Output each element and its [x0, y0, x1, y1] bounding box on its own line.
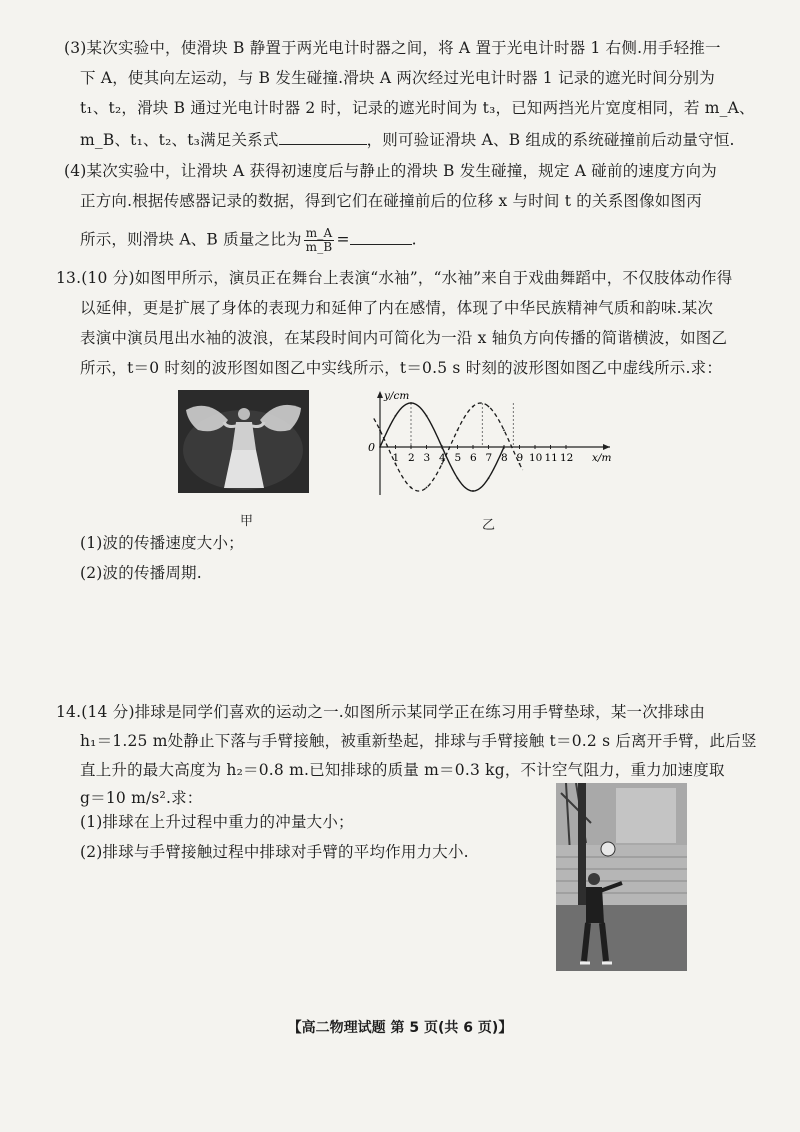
- caption-jia: 甲: [240, 514, 254, 529]
- x-tick-label: 8: [501, 452, 508, 464]
- y-axis-label: y/cm: [384, 390, 410, 402]
- x-axis-label: x/m: [592, 452, 612, 464]
- fraction-denominator: m_B: [305, 240, 333, 254]
- q12-part3-line1: (3)某次实验中，使滑块 B 静置于两光电计时器之间，将 A 置于光电计时器 1 右侧.用手轻推一: [64, 39, 721, 57]
- q14-sub1: (1)排球在上升过程中重力的冲量大小；: [80, 813, 354, 831]
- mass-ratio-fraction: [304, 227, 335, 254]
- fraction-numerator: m_A: [304, 227, 335, 241]
- period-mark: .: [411, 230, 417, 249]
- x-tick-label: 5: [454, 452, 462, 464]
- x-tick-label: 6: [470, 452, 477, 464]
- x-tick-label: 11: [544, 452, 558, 464]
- origin-label: 0: [368, 441, 375, 454]
- dashed-wave-point: [488, 406, 490, 408]
- solid-wave-point: [441, 446, 443, 448]
- q13-sub2: (2)波的传播周期.: [80, 564, 202, 582]
- dashed-wave-point: [379, 429, 381, 431]
- volleyball-illustration: [556, 783, 687, 971]
- x-tick-label: 2: [408, 452, 415, 464]
- q12-part3-text-a: m_B、t₁、t₂、t₃满足关系式: [80, 131, 279, 149]
- answer-blank-2[interactable]: [350, 230, 412, 245]
- graph-labels: [368, 390, 611, 464]
- solid-wave-point: [457, 477, 459, 479]
- equals-sign: =: [336, 230, 350, 249]
- q12-part3-line2: 下 A，使其向左运动，与 B 发生碰撞.滑块 A 两次经过光电计时器 1 记录的遮光时间分别为: [80, 69, 715, 87]
- q14-line2: h₁＝1.25 m处静止下落与手臂接触，被重新垫起，排球与手臂接触 t＝0.2 s 后离开手臂，此后竖: [80, 732, 757, 750]
- x-axis-arrow: [603, 444, 610, 450]
- dashed-wave-point: [472, 406, 474, 408]
- volleyball-photo: [556, 783, 687, 971]
- q13-line1: 13.(10 分)如图甲所示，演员正在舞台上表演“水袖”，“水袖”来自于戏曲舞蹈中，不仅肢体动作得: [56, 269, 733, 287]
- solid-wave-point: [472, 490, 474, 492]
- q12-part4-line2: 正方向.根据传感器记录的数据，得到它们在碰撞前后的位移 x 与时间 t 的关系图像如图丙: [80, 192, 702, 210]
- solid-wave-point: [379, 446, 381, 448]
- q12-part4-line3: [80, 227, 770, 254]
- q12-part3-line4: [80, 130, 770, 150]
- solid-wave-point: [488, 477, 490, 479]
- q13-sub1: (1)波的传播速度大小；: [80, 534, 244, 552]
- q14-line1: 14.(14 分)排球是同学们喜欢的运动之一.如图所示某同学正在练习用手臂垫球，某一次排球由: [56, 703, 706, 721]
- q12-part4-text-a: 所示，则滑块 A、B 质量之比为: [80, 230, 302, 249]
- graph-axes: [377, 391, 610, 495]
- x-tick-label: 4: [439, 452, 446, 464]
- q13-line4: 所示，t＝0 时刻的波形图如图乙中实线所示，t＝0.5 s 时刻的波形图如图乙中虚线所示.求：: [80, 359, 723, 377]
- dancer-illustration: [178, 390, 309, 493]
- dashed-wave-point: [410, 487, 412, 489]
- caption-yi: 乙: [482, 518, 496, 533]
- page-footer: 【高二物理试题 第 5 页(共 6 页)】: [287, 1020, 513, 1036]
- dashed-wave-point: [426, 487, 428, 489]
- x-tick-label: 1: [392, 452, 400, 464]
- x-tick-label: 9: [516, 452, 524, 464]
- solid-wave-point: [410, 402, 412, 404]
- x-tick-label: 10: [529, 452, 543, 464]
- solid-wave-point: [426, 415, 428, 417]
- dashed-wave-point: [457, 429, 459, 431]
- wave-graph: [360, 385, 620, 500]
- q12-part3-text-b: ，则可验证滑块 A、B 组成的系统碰撞前后动量守恒.: [366, 131, 735, 149]
- x-tick-label: 3: [423, 452, 431, 464]
- q13-line3: 表演中演员甩出水袖的波浪，在某段时间内可简化为一沿 x 轴负方向传播的简谐横波，如图乙: [80, 329, 728, 347]
- dashed-wave-point: [503, 429, 505, 431]
- solid-wave-point: [503, 446, 505, 448]
- q12-part3-line3: t₁、t₂，滑块 B 通过光电计时器 2 时，记录的遮光时间为 t₃，已知两挡光片宽度相同，若 m_A、: [80, 99, 755, 117]
- dancer-photo: [178, 390, 309, 493]
- q14-sub2: (2)排球与手臂接触过程中排球对手臂的平均作用力大小.: [80, 843, 469, 861]
- graph-guides: [411, 403, 513, 447]
- solid-wave-point: [395, 415, 397, 417]
- answer-blank-1[interactable]: [279, 130, 367, 145]
- q14-line3: 直上升的最大高度为 h₂＝0.8 m.已知排球的质量 m＝0.3 kg，不计空气阻力，重力加速度取: [80, 761, 725, 779]
- y-axis-arrow: [377, 391, 383, 398]
- q13-line2: 以延伸，更是扩展了身体的表现力和延伸了内在感情，体现了中华民族精神气质和韵味.某次: [80, 299, 714, 317]
- q12-part4-line1: (4)某次实验中，让滑块 A 获得初速度后与静止的滑块 B 发生碰撞，规定 A 碰前的速度方向为: [64, 162, 717, 180]
- x-tick-label: 12: [560, 452, 574, 464]
- q14-line4: g＝10 m/s².求：: [80, 789, 203, 807]
- x-tick-label: 7: [485, 452, 493, 464]
